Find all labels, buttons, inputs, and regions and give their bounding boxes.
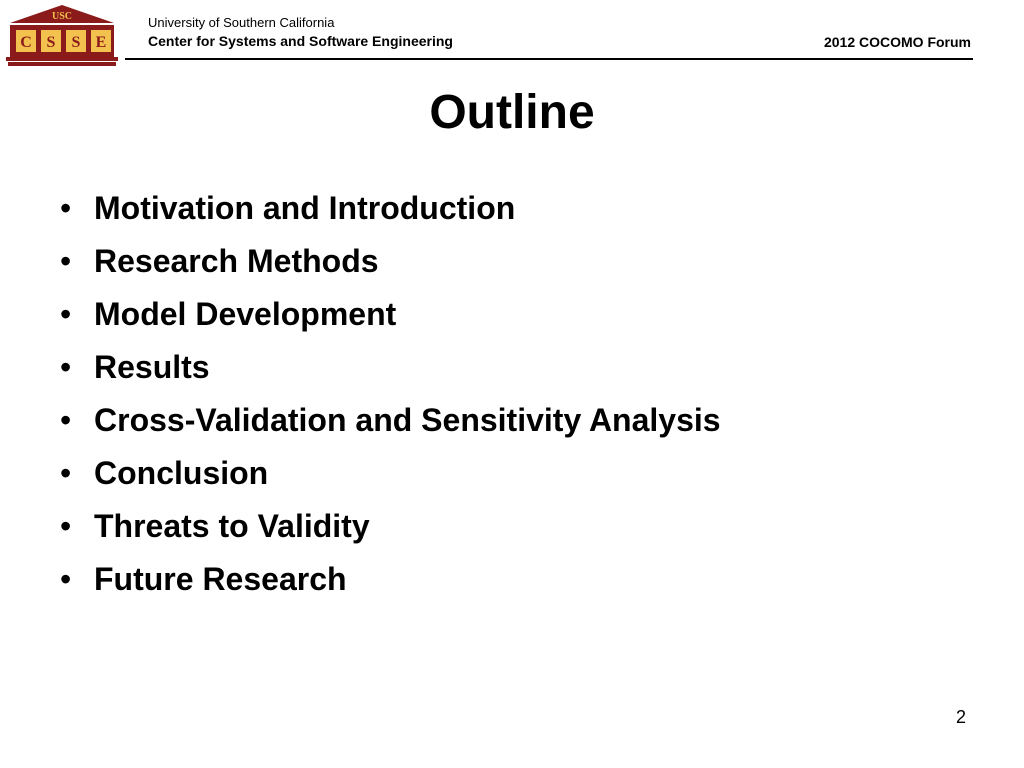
header-affiliation: [148, 15, 453, 51]
outline-item-label: Model Development: [94, 296, 397, 332]
outline-item: [60, 235, 721, 288]
slide-title: Outline: [429, 86, 595, 139]
logo-step-1: [6, 57, 118, 61]
bullet-icon: •: [60, 402, 72, 438]
outline-item: [60, 182, 721, 235]
outline-list: [60, 182, 721, 606]
outline-item: [60, 394, 721, 447]
outline-item-label: Motivation and Introduction: [94, 190, 516, 226]
bullet-icon: •: [60, 455, 72, 491]
logo-step-2: [8, 62, 116, 66]
bullet-icon: •: [60, 243, 72, 279]
outline-item-label: Results: [94, 349, 210, 385]
outline-item-label: Future Research: [94, 561, 347, 597]
logo-letter-s2: S: [71, 34, 81, 51]
outline-item: [60, 288, 721, 341]
outline-item: [60, 447, 721, 500]
logo-usc-text: USC: [51, 11, 73, 22]
outline-item-label: Cross-Validation and Sensitivity Analysis: [94, 402, 721, 438]
header-divider: [125, 58, 973, 60]
logo-letter-e: E: [95, 34, 107, 51]
university-name: University of Southern California: [148, 15, 335, 30]
outline-item: [60, 553, 721, 606]
bullet-icon: •: [60, 296, 72, 332]
bullet-icon: •: [60, 561, 72, 597]
logo-letter-c: C: [20, 34, 32, 51]
event-name: 2012 COCOMO Forum: [823, 34, 971, 50]
usc-csse-logo: [6, 3, 118, 67]
page-number: 2: [955, 707, 966, 727]
outline-item-label: Threats to Validity: [94, 508, 370, 544]
center-name: Center for Systems and Software Engineering: [148, 33, 453, 49]
outline-item-label: Conclusion: [94, 455, 269, 491]
bullet-icon: •: [60, 190, 72, 226]
logo-letter-s1: S: [46, 34, 56, 51]
bullet-icon: •: [60, 349, 72, 385]
outline-item-label: Research Methods: [94, 243, 379, 279]
bullet-icon: •: [60, 508, 72, 544]
outline-item: [60, 341, 721, 394]
outline-item: [60, 500, 721, 553]
